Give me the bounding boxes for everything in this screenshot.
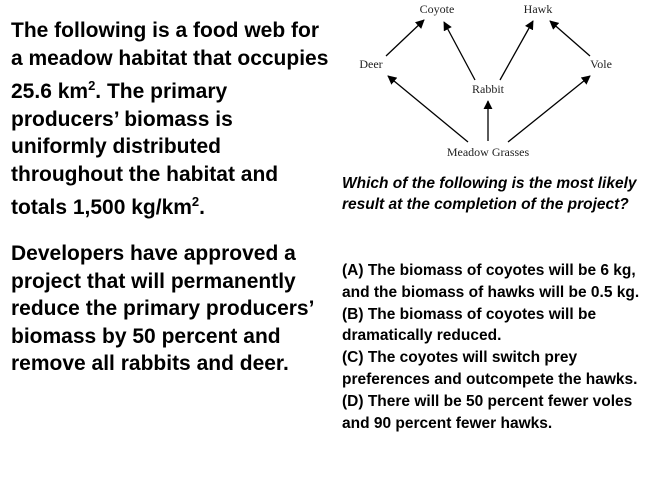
node-label-hawk: Hawk [523,2,553,16]
answer-option-d: (D) There will be 50 percent fewer voles and 90 percent fewer hawks. [342,392,633,432]
arrow-rabbit-to-coyote [444,22,475,80]
stem-text-part-1: The following is a food web for a meadow habitat that occupies 25.6 km [11,19,329,103]
arrow-grasses-to-deer [388,76,468,142]
stem-text-part-2: . The primary producers’ biomass is uniformly distributed throughout the habitat and totals 1,500 kg/km [11,80,279,219]
question-prompt: Which of the following is the most likely result at the completion of the project? [342,175,637,213]
question-stem-paragraph-1 [11,17,331,222]
arrow-vole-to-hawk [550,21,590,56]
answer-option-a: (A) The biomass of coyotes will be 6 kg, and the biomass of hawks will be 0.5 kg. [342,262,640,301]
node-label-vole: Vole [590,57,612,71]
node-label-coyote: Coyote [419,2,455,16]
answer-option-b: (B) The biomass of coyotes will be dramatically reduced. [342,305,597,345]
node-label-meadow-grasses: Meadow Grasses [446,145,530,159]
node-label-deer: Deer [359,57,383,71]
arrow-grasses-to-vole [508,76,590,142]
answer-options [342,260,644,434]
stem-superscript-1: 2 [88,78,96,93]
arrow-rabbit-to-hawk [500,21,533,80]
stem-superscript-2: 2 [191,194,200,209]
stem-text-part-3: . [199,196,205,219]
food-web-labels [359,2,612,159]
node-label-rabbit: Rabbit [472,82,504,96]
food-web-diagram [340,0,640,170]
answer-option-c: (C) The coyotes will switch prey preferences and outcompete the hawks. [342,349,638,388]
question-stem-paragraph-2: Developers have approved a project that will permanently reduce the primary producers’ biomass by 50 percent and remove all rabbits and deer. [11,242,314,375]
arrow-deer-to-coyote [386,20,424,56]
food-web-arrows [386,20,590,142]
